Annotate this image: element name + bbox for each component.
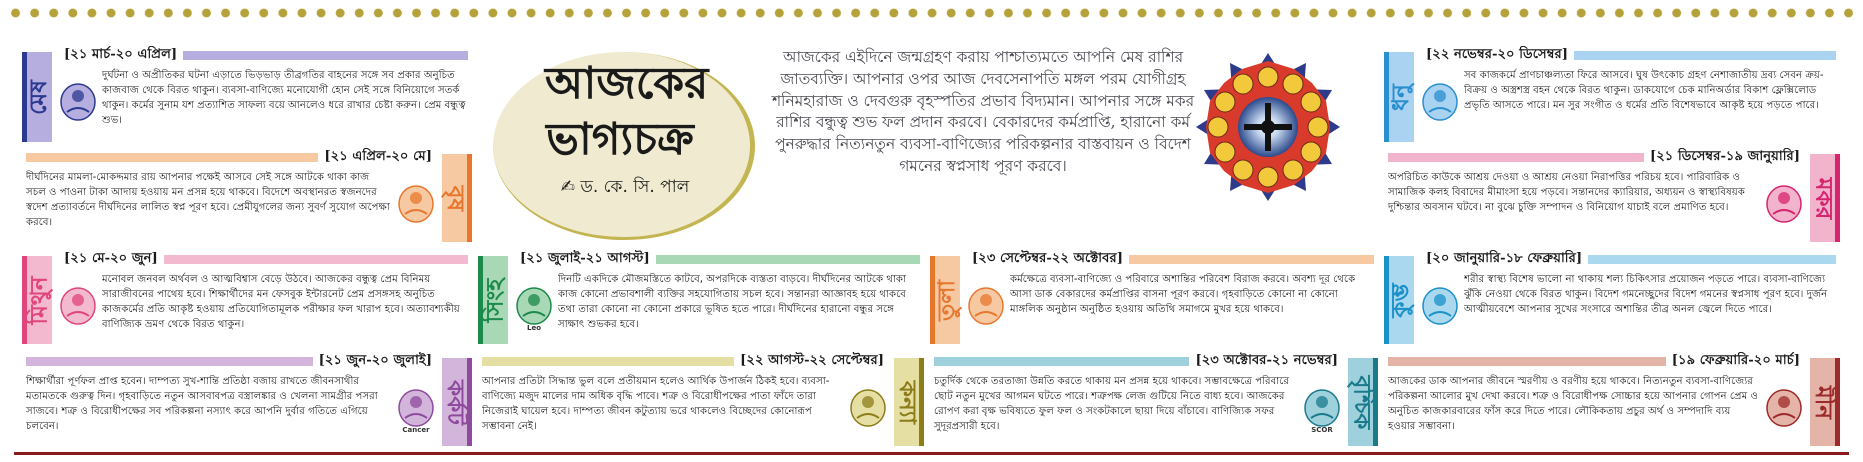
zodiac-figure-icon	[514, 280, 554, 330]
sign-block-makar	[1384, 148, 1840, 246]
sign-name-tab	[442, 154, 472, 242]
page-title-line1: আজকের	[545, 58, 709, 109]
sign-date-range: [২১ জুলাই-২১ আগস্ট]	[520, 251, 650, 266]
sign-name: মীন	[1810, 385, 1836, 419]
pen-icon: ✍	[560, 177, 575, 197]
zodiac-figure-icon	[58, 280, 98, 330]
sign-block-meen	[1384, 352, 1840, 450]
sign-name: তুলা	[934, 279, 961, 321]
sign-name: মিথুন	[26, 276, 53, 324]
sign-name-tab	[894, 358, 924, 446]
zodiac-figure-icon	[1302, 382, 1342, 432]
horoscope-text: আপনার প্রতিটা সিদ্ধান্ত ভুল বলে প্রতীয়মান হলেও আর্থিক উপার্জন ঠিকই হবে। ব্যবসা-বাণিজ্যে মজুদ মালের দাম অধিক বৃদ্ধি পাবে। শত্রু ও বিরোধীপক্ষের পাতা ফাঁদে তারা নিজেরাই ঘায়েল হবে। দাম্পত্য জীবন কটুত্যায় ভরে থাকলেও বিচ্ছেদের কোনোরূপ সম্ভাবনা নেই।	[482, 376, 830, 433]
horoscope-text: দীর্ঘদিনের মামলা-মোকদ্দমার রায় আপনার পক্ষেই আসবে সেই সঙ্গে আটকে থাকা কাজ সচল ও পাওনা টাকা আদায় হওয়ায় মন প্রসন্ন হয়ে থাকবে। বিদেশে অবস্থানরত স্বজনদের স্বদেশ প্রত্যাবর্তনে দীর্ঘদিনের লালিত স্বপ্ন পূরণ হবে। প্রেমীযুগলের জন্য সুবর্ণ সুযোগ অপেক্ষা করবে।	[26, 172, 390, 229]
zodiac-figure-icon	[1420, 76, 1460, 126]
sign-block-singha	[478, 250, 924, 348]
sign-block-karkat	[22, 352, 472, 450]
horoscope-text: দিনটি একদিকে মৌজমস্তিতে কাটবে, অপরদিকে ব্যস্ততা বাড়বে। দীর্ঘদিনের আটকে থাকা কাজ কোনো প্রভাবশালী ব্যক্তির সহযোগিতায় সচল হবে। সন্তানরা আজ্ঞাবহ হয়ে থাকবে তথা তারা কোনো না কোনো প্রকারে ভূষিত হতে পারে। দীর্ঘদিনের হারানো বন্ধুর সঙ্গে সাক্ষাৎ শুভকর হবে।	[558, 274, 906, 331]
sign-date-range: [২১ ডিসেম্বর-১৯ জানুয়ারি]	[1649, 149, 1800, 164]
color-bar	[164, 255, 468, 264]
sign-name-tab	[22, 52, 52, 142]
sign-name-tab	[22, 256, 52, 344]
figure-caption: Cancer	[402, 426, 430, 434]
horoscope-text: শিক্ষার্থীরা পূর্ণফল প্রাপ্ত হবেন। দাম্পত্য সুখ-শান্তি প্রতিষ্ঠা বজায় রাখতে জীবনসাথীর মতামতকে গুরুত্ব দিন। গৃহবাড়িতে নতুন আসবাবপত্র বস্ত্রালঙ্কার ও খেলনা সামগ্রীর পসরা সাজবে। শত্রু ও বিরোধীপক্ষের সব পরিকল্পনা নস্যাৎ করে আপনি দুর্বার গতিতে এগিয়ে চলবেন।	[26, 376, 378, 433]
sign-date-range: [২৩ অক্টোবর-২১ নভেম্বর]	[1195, 353, 1338, 368]
sign-name-tab	[478, 256, 508, 344]
dotted-top-border	[6, 6, 1857, 20]
sign-date-range: [২১ জুন-২০ জুলাই]	[318, 353, 432, 368]
sign-block-brishchik	[930, 352, 1378, 450]
zodiac-figure-icon	[1764, 178, 1804, 228]
sign-block-mesh	[22, 46, 472, 146]
sign-date-range: [২২ নভেম্বর-২০ ডিসেম্বর]	[1426, 47, 1568, 62]
horoscope-text: আজকের ডাক আপনার জীবনে স্মরণীয় ও বরণীয় হয়ে থাকবে। নিত্যনতুন ব্যবসা-বাণিজ্যের পরিকল্পনা আলোর মুখ দেখা করবে। শত্রু ও বিরোধীপক্ষ সোচ্চার হয়ে আপনার গোপন প্রেম ও অনুচিত কাজকারবারের ফাঁস করে দিতে পারে। লৌকিকতায় প্রচুর অর্থ ও সম্পদাদি ব্যয় হওয়ার সম্ভাবনা।	[1388, 376, 1758, 433]
zodiac-wheel-icon	[1184, 52, 1352, 202]
color-bar	[934, 357, 1189, 366]
sign-block-kumbha	[1384, 250, 1840, 348]
sign-block-tula	[930, 250, 1378, 348]
zodiac-figure-icon	[396, 178, 436, 228]
sign-date-range: [১৯ ফেব্রুয়ারি-২০ মার্চ]	[1671, 353, 1800, 368]
horoscope-text: অপরিচিত কাউকে আশ্রয় দেওয়া ও আশ্রয় নেওয়া নিরাপত্তির পরিচয় হবে। পারিবারিক ও সামাজিক কলহ বিবাদের মীমাংসা হয়ে পড়বে। সন্তানদের ক্যারিয়ার, অধ্যয়ন ও স্বাস্থ্যবিষয়ক দুশ্চিন্তার অবসান ঘটবে। না বুঝে চুক্তি সম্পাদন ও বিনিয়োগ যাচাই বলে প্রমাণিত হবে।	[1388, 172, 1745, 214]
sign-name-tab	[930, 256, 960, 344]
zodiac-figure-icon	[1764, 382, 1804, 432]
author-name: ড. কে. সি. পাল	[580, 177, 690, 197]
sign-date-range: [২১ মার্চ-২০ এপ্রিল]	[64, 47, 178, 62]
color-bar	[1588, 255, 1836, 264]
sign-block-brish	[22, 148, 472, 246]
zodiac-figure-icon	[1420, 280, 1460, 330]
sign-name: মকর	[1810, 177, 1837, 219]
zodiac-figure-icon	[966, 280, 1006, 330]
figure-caption: Leo	[526, 324, 542, 332]
color-bar	[26, 153, 318, 162]
color-bar	[656, 255, 920, 264]
sign-block-kanya	[478, 352, 924, 450]
sign-name: ধনু	[1388, 83, 1414, 111]
color-bar	[1129, 255, 1374, 264]
horoscope-text: কর্মক্ষেত্রে ব্যবসা-বাণিজ্যে ও পরিবারে অশান্তির পরিবেশ বিরাজ করবে। অবশ্য দূর থেকে আসা ডাক বেকারদের কর্মপ্রাপ্তির বাসনা পূরণ করবে। গৃহবাড়িতে কোনো না কোনো মাঙ্গলিক অনুষ্ঠান অনুষ্ঠিত হওয়ায় অতিথি সমাগমে মুখর হয়ে থাকবে।	[1010, 274, 1356, 316]
sign-name: বৃশ্চিক	[1348, 375, 1374, 429]
sign-name: সিংহ	[482, 278, 509, 322]
color-bar	[26, 357, 313, 366]
sign-date-range: [২০ জানুয়ারি-১৮ ফেব্রুয়ারি]	[1426, 251, 1583, 266]
horoscope-text: শরীর স্বাস্থ্য বিশেষ ভালো না থাকায় শল্য চিকিৎসার প্রয়োজন পড়তে পারে। ব্যবসা-বাণিজ্যে ঝুঁকি নেওয়া থেকে বিরত থাকুন। বিদেশ গমনেচ্ছুদের বিদেশ গমনের স্বপ্নসাধ পূরণ হবে। দুর্জন আত্মীয়বেশে আপনার সুখের সংসারে অশান্তির তীব্র অনল জ্বেলে দিতে পারে।	[1464, 274, 1828, 316]
zodiac-figure-icon	[396, 382, 436, 432]
bottom-rule	[14, 452, 1849, 455]
sign-name: মেষ	[26, 79, 53, 115]
sign-date-range: [২১ মে-২০ জুন]	[64, 251, 158, 266]
color-bar	[1388, 153, 1644, 162]
horoscope-text: চতুর্দিক থেকে তরতাজা উন্নতি করতে থাকায় মন প্রসন্ন হয়ে থাকবে। সম্ভাবক্ষেত্রে পরিবারে ছোট নতুন মুখের আগমন ঘটতে পারে। শত্রুপক্ষ লেজ গুটিয়ে নিতে বাধ্য হবে। আজকের রোপণ করা বৃক্ষ ভবিষ্যতে ফুল ফল ও সংকটকালে ছায়া দিয়ে বাঁচাবে। বাণিজ্যিক সফর সুদূরপ্রসারী হবে।	[934, 376, 1289, 433]
sign-name-tab	[1348, 358, 1378, 446]
sign-name-tab	[1810, 154, 1840, 242]
sign-date-range: [২৩ সেপ্টেম্বর-২২ অক্টোবর]	[972, 251, 1123, 266]
sign-date-range: [২১ এপ্রিল-২০ মে]	[324, 149, 432, 164]
zodiac-figure-icon	[58, 76, 98, 126]
sign-name: কুম্ভ	[1388, 282, 1414, 318]
figure-caption: SCOR	[1311, 426, 1333, 434]
color-bar	[1388, 357, 1666, 366]
horoscope-text: দুর্ঘটনা ও অপ্রীতিকর ঘটনা এড়াতে ভিড়ভাড় তীব্রগতির বাহনের সঙ্গে সব প্রকার অনুচিত কাজবাজ থেকে বিরত থাকুন। ব্যবসা-বাণিজ্যে মনোযোগী হোন সেই সঙ্গে বিনিয়োগে সতর্ক থাকুন। কর্মের সুনাম যশ প্রত্যাশিত সাফল্য বয়ে আনলেও ধরে রাখার চেষ্টা করুন। প্রেম বন্ধুত্ব শুভ।	[102, 70, 466, 127]
sign-name-tab	[442, 358, 472, 446]
sign-block-mithun	[22, 250, 472, 348]
horoscope-text: মনোবল জনবল অর্থবল ও আত্মবিশ্বাস বেড়ে উঠবে। আজকের বন্ধুত্ব প্রেম বিনিময় সারাজীবনের পাথেয় হবে। শিক্ষার্থীদের মন ফেসবুক ইন্টারনেট প্রেম প্রসঙ্গসহ অনুচিত কাজকর্মের প্রতি আকৃষ্ট হওয়ায় প্রতিযোগিতামূলক পরীক্ষার ফল খারাপ হবে। অত্যাবশ্যকীয় বাণিজ্যিক ভ্রমণ থেকে বিরত থাকুন।	[102, 274, 460, 331]
sign-name-tab	[1384, 256, 1414, 344]
sign-block-dhanu	[1384, 46, 1840, 146]
intro-paragraph: আজকের এইদিনে জন্মগ্রহণ করায় পাশ্চাত্যমতে আপনি মেষ রাশির জাতব্যক্তি। আপনার ওপর আজ দেবসেনাপতি মঙ্গল পরম যোগীগ্রহ শনিমহারাজ ও দেবগুরু বৃহস্পতির প্রভাব বিদ্যমান। আপনার সঙ্গে মকর রাশির বন্ধুত্ব শুভ ফল প্রদান করবে। বেকারদের কর্মপ্রাপ্তি, হারানো কর্ম পুনরুদ্ধার নিত্যনতুন ব্যবসা-বাণিজ্যের পরিকল্পনার বাস্তবায়ন ও বিদেশ গমনের স্বপ্নসাধ পূরণ করবে।	[771, 48, 1195, 175]
author-byline	[545, 174, 705, 202]
color-bar	[1574, 51, 1836, 60]
sign-name: বৃষ	[442, 185, 469, 211]
zodiac-figure-icon	[848, 382, 888, 432]
sign-date-range: [২২ আগস্ট-২২ সেপ্টেম্বর]	[740, 353, 884, 368]
horoscope-text: সব কাজকর্মে প্রাণচাঞ্চল্যতা ফিরে আসবে। ঘুষ উৎকোচ গ্রহণ নেশাজাতীয় দ্রব্য সেবন ক্রয়-বিক্রয় ও অস্ত্রশস্ত্র বহন থেকে বিরত থাকুন। ডাকযোগে চেক মানিঅর্ডার বিকাশ ফ্লেক্সিলোড প্রভৃতি আসতে পারে। মন সুর সংগীত ও ধর্মের প্রতি বিশেষভাবে আকৃষ্ট হয়ে পড়তে পারে।	[1464, 70, 1824, 112]
sign-name: কন্যা	[894, 380, 921, 424]
sign-name-tab	[1810, 358, 1840, 446]
color-bar	[482, 357, 734, 366]
color-bar	[183, 51, 468, 60]
sign-name-tab	[1384, 52, 1414, 142]
sign-name: কর্কট	[442, 379, 468, 425]
page-title-line2: ভাগ্যচক্র	[546, 114, 694, 165]
